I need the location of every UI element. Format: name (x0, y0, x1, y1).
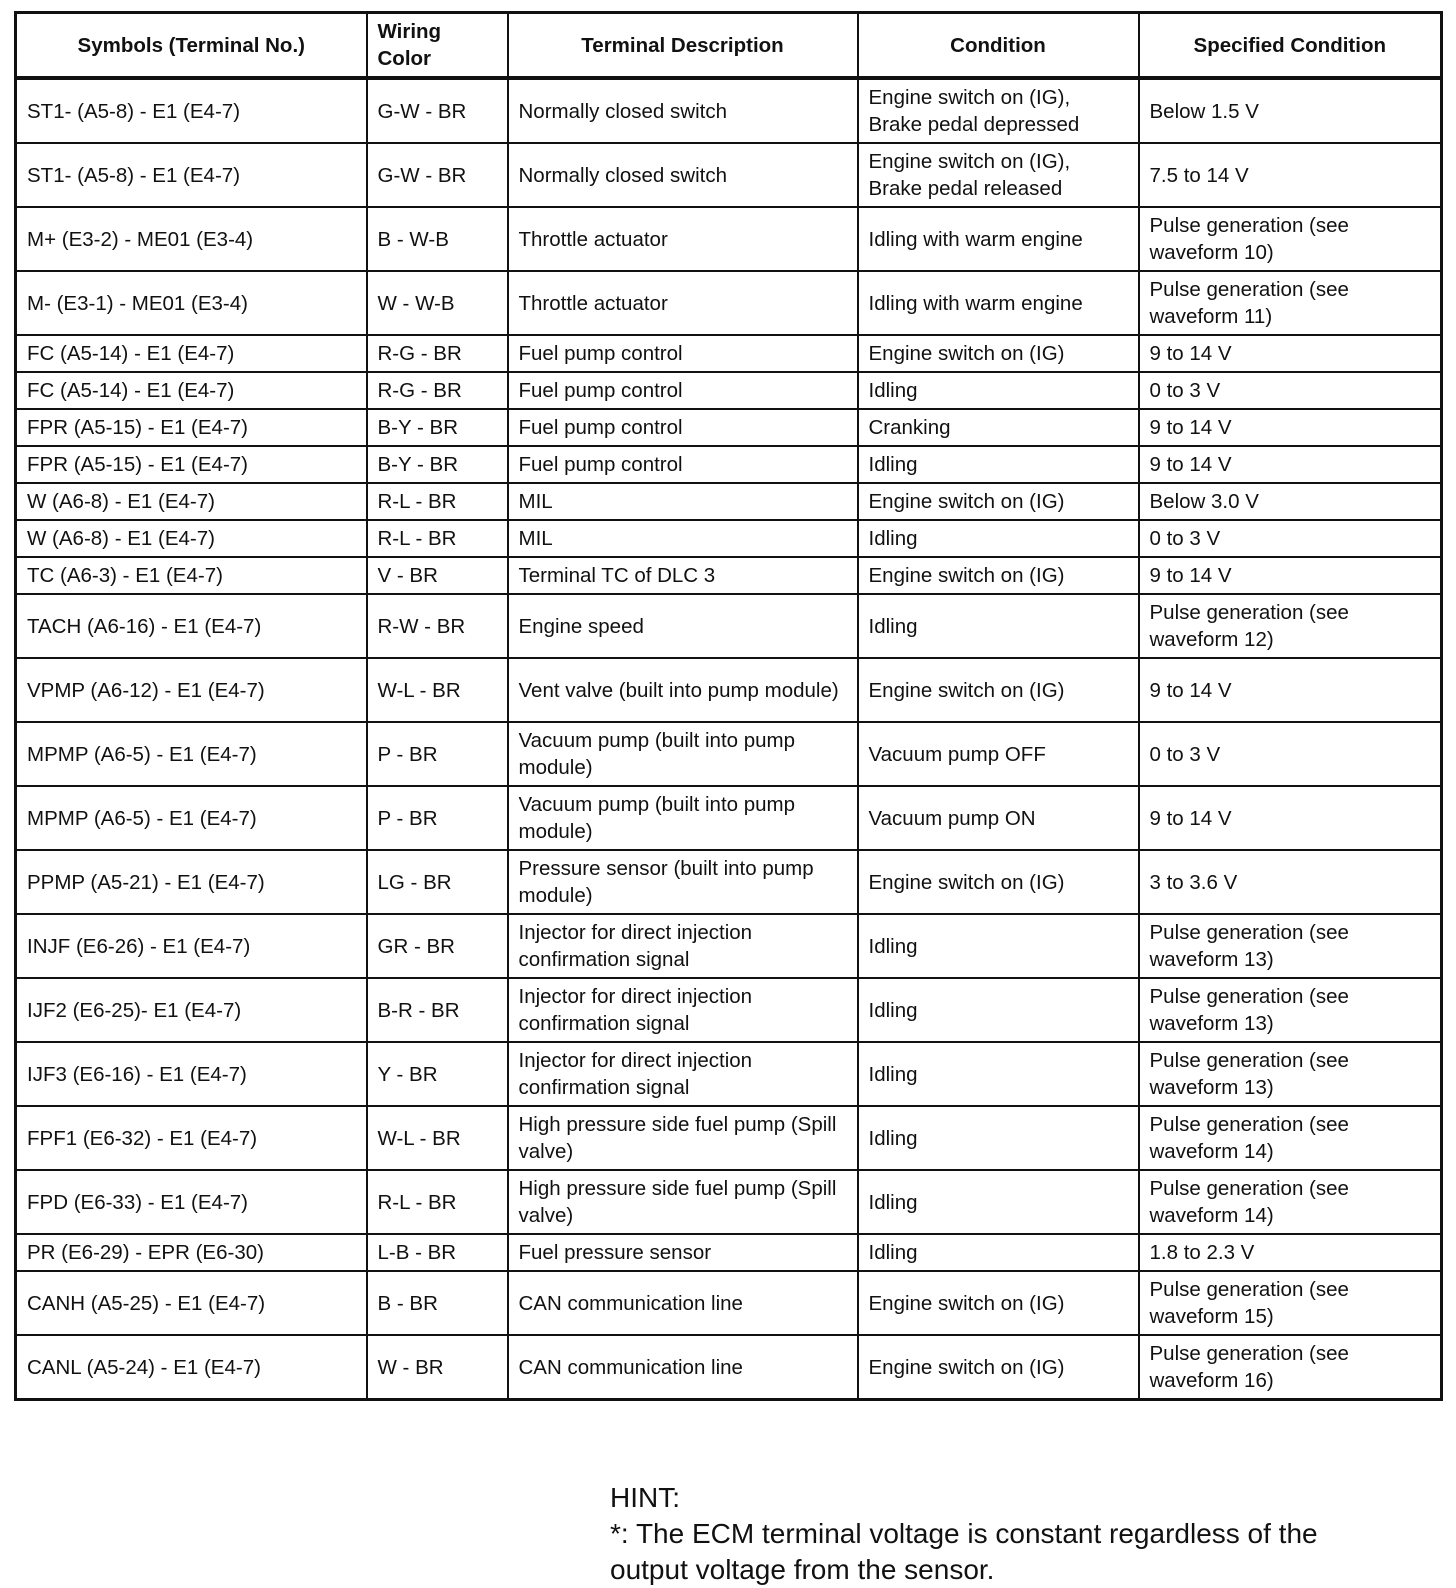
cell-wiring-color: G-W - BR (367, 78, 508, 143)
cell-specified-condition: 3 to 3.6 V (1139, 850, 1442, 914)
table-row (16, 143, 1442, 207)
table-row (16, 335, 1442, 372)
cell-wiring-color: P - BR (367, 786, 508, 850)
cell-specified-condition: 1.8 to 2.3 V (1139, 1234, 1442, 1271)
cell-specified-condition: Pulse generation (see waveform 14) (1139, 1170, 1442, 1234)
cell-symbols: FC (A5-14) - E1 (E4-7) (16, 372, 367, 409)
cell-symbols: FC (A5-14) - E1 (E4-7) (16, 335, 367, 372)
cell-condition: Idling (858, 372, 1139, 409)
table-row (16, 658, 1442, 722)
cell-wiring-color: R-W - BR (367, 594, 508, 658)
cell-terminal-description: MIL (508, 520, 858, 557)
cell-condition: Vacuum pump ON (858, 786, 1139, 850)
cell-specified-condition: 9 to 14 V (1139, 335, 1442, 372)
cell-symbols: CANL (A5-24) - E1 (E4-7) (16, 1335, 367, 1400)
hint-line-1: *: The ECM terminal voltage is constant regardless of the (610, 1518, 1318, 1549)
table-row (16, 409, 1442, 446)
table-row (16, 1234, 1442, 1271)
cell-wiring-color: B - BR (367, 1271, 508, 1335)
cell-specified-condition: 9 to 14 V (1139, 557, 1442, 594)
cell-wiring-color: B-Y - BR (367, 446, 508, 483)
cell-symbols: TACH (A6-16) - E1 (E4-7) (16, 594, 367, 658)
cell-symbols: FPF1 (E6-32) - E1 (E4-7) (16, 1106, 367, 1170)
table-row (16, 850, 1442, 914)
table-row (16, 520, 1442, 557)
cell-terminal-description: Vacuum pump (built into pump module) (508, 722, 858, 786)
cell-symbols: FPR (A5-15) - E1 (E4-7) (16, 409, 367, 446)
cell-terminal-description: Pressure sensor (built into pump module) (508, 850, 858, 914)
cell-wiring-color: W-L - BR (367, 658, 508, 722)
cell-symbols: TC (A6-3) - E1 (E4-7) (16, 557, 367, 594)
cell-condition: Idling with warm engine (858, 207, 1139, 271)
table-row (16, 271, 1442, 335)
cell-terminal-description: Fuel pump control (508, 446, 858, 483)
header-row (16, 13, 1442, 79)
cell-specified-condition: Below 3.0 V (1139, 483, 1442, 520)
cell-terminal-description: Throttle actuator (508, 271, 858, 335)
cell-condition: Cranking (858, 409, 1139, 446)
cell-terminal-description: Throttle actuator (508, 207, 858, 271)
cell-wiring-color: W - BR (367, 1335, 508, 1400)
cell-specified-condition: Pulse generation (see waveform 12) (1139, 594, 1442, 658)
cell-condition: Idling (858, 1106, 1139, 1170)
table-body (16, 78, 1442, 1400)
cell-condition: Idling (858, 1170, 1139, 1234)
table-row (16, 372, 1442, 409)
cell-symbols: FPD (E6-33) - E1 (E4-7) (16, 1170, 367, 1234)
cell-terminal-description: High pressure side fuel pump (Spill valve) (508, 1170, 858, 1234)
cell-symbols: MPMP (A6-5) - E1 (E4-7) (16, 722, 367, 786)
cell-wiring-color: V - BR (367, 557, 508, 594)
cell-symbols: M+ (E3-2) - ME01 (E3-4) (16, 207, 367, 271)
table-row (16, 557, 1442, 594)
table-row (16, 483, 1442, 520)
cell-wiring-color: G-W - BR (367, 143, 508, 207)
cell-specified-condition: 9 to 14 V (1139, 409, 1442, 446)
cell-terminal-description: Injector for direct injection confirmation signal (508, 978, 858, 1042)
cell-condition: Idling (858, 594, 1139, 658)
cell-terminal-description: Terminal TC of DLC 3 (508, 557, 858, 594)
cell-terminal-description: CAN communication line (508, 1335, 858, 1400)
cell-wiring-color: B - W-B (367, 207, 508, 271)
cell-wiring-color: B-Y - BR (367, 409, 508, 446)
cell-specified-condition: Below 1.5 V (1139, 78, 1442, 143)
cell-condition: Engine switch on (IG) (858, 850, 1139, 914)
header-condition: Condition (858, 13, 1139, 79)
cell-specified-condition: 9 to 14 V (1139, 786, 1442, 850)
cell-specified-condition: Pulse generation (see waveform 16) (1139, 1335, 1442, 1400)
table-row (16, 1335, 1442, 1400)
cell-condition: Engine switch on (IG) (858, 557, 1139, 594)
table-row (16, 1106, 1442, 1170)
cell-symbols: M- (E3-1) - ME01 (E3-4) (16, 271, 367, 335)
cell-symbols: VPMP (A6-12) - E1 (E4-7) (16, 658, 367, 722)
table-row (16, 446, 1442, 483)
cell-terminal-description: Vacuum pump (built into pump module) (508, 786, 858, 850)
cell-specified-condition: Pulse generation (see waveform 13) (1139, 914, 1442, 978)
cell-symbols: INJF (E6-26) - E1 (E4-7) (16, 914, 367, 978)
cell-condition: Idling (858, 520, 1139, 557)
cell-condition: Engine switch on (IG) (858, 1271, 1139, 1335)
cell-specified-condition: Pulse generation (see waveform 14) (1139, 1106, 1442, 1170)
cell-specified-condition: Pulse generation (see waveform 11) (1139, 271, 1442, 335)
cell-specified-condition: 0 to 3 V (1139, 372, 1442, 409)
cell-condition: Idling (858, 978, 1139, 1042)
cell-wiring-color: R-G - BR (367, 335, 508, 372)
cell-condition: Engine switch on (IG) (858, 1335, 1139, 1400)
cell-specified-condition: 9 to 14 V (1139, 658, 1442, 722)
cell-condition: Idling (858, 1042, 1139, 1106)
cell-condition: Idling (858, 446, 1139, 483)
cell-specified-condition: Pulse generation (see waveform 10) (1139, 207, 1442, 271)
table-row (16, 78, 1442, 143)
cell-specified-condition: 9 to 14 V (1139, 446, 1442, 483)
cell-wiring-color: B-R - BR (367, 978, 508, 1042)
cell-terminal-description: Fuel pressure sensor (508, 1234, 858, 1271)
cell-terminal-description: Normally closed switch (508, 143, 858, 207)
table-row (16, 786, 1442, 850)
table-row (16, 594, 1442, 658)
cell-wiring-color: P - BR (367, 722, 508, 786)
cell-wiring-color: Y - BR (367, 1042, 508, 1106)
cell-symbols: CANH (A5-25) - E1 (E4-7) (16, 1271, 367, 1335)
cell-specified-condition: 7.5 to 14 V (1139, 143, 1442, 207)
cell-symbols: IJF3 (E6-16) - E1 (E4-7) (16, 1042, 367, 1106)
header-terminal-description: Terminal Description (508, 13, 858, 79)
header-symbols: Symbols (Terminal No.) (16, 13, 367, 79)
hint-note (610, 1480, 1430, 1588)
table-row (16, 207, 1442, 271)
table-row (16, 722, 1442, 786)
cell-wiring-color: W-L - BR (367, 1106, 508, 1170)
cell-condition: Vacuum pump OFF (858, 722, 1139, 786)
cell-terminal-description: Fuel pump control (508, 372, 858, 409)
cell-wiring-color: GR - BR (367, 914, 508, 978)
table-row (16, 978, 1442, 1042)
cell-specified-condition: 0 to 3 V (1139, 520, 1442, 557)
cell-specified-condition: Pulse generation (see waveform 13) (1139, 978, 1442, 1042)
cell-wiring-color: R-G - BR (367, 372, 508, 409)
hint-line-2: output voltage from the sensor. (610, 1554, 995, 1585)
cell-specified-condition: Pulse generation (see waveform 13) (1139, 1042, 1442, 1106)
cell-symbols: PR (E6-29) - EPR (E6-30) (16, 1234, 367, 1271)
cell-wiring-color: L-B - BR (367, 1234, 508, 1271)
cell-terminal-description: Vent valve (built into pump module) (508, 658, 858, 722)
cell-wiring-color: R-L - BR (367, 520, 508, 557)
cell-symbols: W (A6-8) - E1 (E4-7) (16, 483, 367, 520)
cell-specified-condition: 0 to 3 V (1139, 722, 1442, 786)
cell-terminal-description: Injector for direct injection confirmation signal (508, 1042, 858, 1106)
cell-terminal-description: Injector for direct injection confirmation signal (508, 914, 858, 978)
cell-wiring-color: LG - BR (367, 850, 508, 914)
cell-symbols: W (A6-8) - E1 (E4-7) (16, 520, 367, 557)
terminal-spec-table (14, 11, 1443, 1401)
cell-condition: Idling with warm engine (858, 271, 1139, 335)
cell-condition: Engine switch on (IG) (858, 335, 1139, 372)
header-wiring-color: Wiring Color (367, 13, 508, 79)
cell-terminal-description: Normally closed switch (508, 78, 858, 143)
cell-condition: Engine switch on (IG), Brake pedal released (858, 143, 1139, 207)
hint-title: HINT: (610, 1482, 680, 1513)
table-row (16, 1042, 1442, 1106)
cell-symbols: IJF2 (E6-25)- E1 (E4-7) (16, 978, 367, 1042)
table-row (16, 1170, 1442, 1234)
cell-wiring-color: R-L - BR (367, 483, 508, 520)
cell-wiring-color: W - W-B (367, 271, 508, 335)
cell-condition: Engine switch on (IG) (858, 483, 1139, 520)
cell-condition: Engine switch on (IG) (858, 658, 1139, 722)
table-row (16, 1271, 1442, 1335)
header-specified-condition: Specified Condition (1139, 13, 1442, 79)
cell-terminal-description: Fuel pump control (508, 409, 858, 446)
cell-symbols: ST1- (A5-8) - E1 (E4-7) (16, 78, 367, 143)
cell-terminal-description: Engine speed (508, 594, 858, 658)
cell-symbols: FPR (A5-15) - E1 (E4-7) (16, 446, 367, 483)
cell-terminal-description: MIL (508, 483, 858, 520)
cell-specified-condition: Pulse generation (see waveform 15) (1139, 1271, 1442, 1335)
cell-symbols: MPMP (A6-5) - E1 (E4-7) (16, 786, 367, 850)
cell-terminal-description: CAN communication line (508, 1271, 858, 1335)
cell-symbols: ST1- (A5-8) - E1 (E4-7) (16, 143, 367, 207)
cell-condition: Idling (858, 1234, 1139, 1271)
cell-terminal-description: Fuel pump control (508, 335, 858, 372)
table-row (16, 914, 1442, 978)
cell-terminal-description: High pressure side fuel pump (Spill valve) (508, 1106, 858, 1170)
cell-condition: Idling (858, 914, 1139, 978)
cell-wiring-color: R-L - BR (367, 1170, 508, 1234)
cell-symbols: PPMP (A5-21) - E1 (E4-7) (16, 850, 367, 914)
cell-condition: Engine switch on (IG), Brake pedal depressed (858, 78, 1139, 143)
